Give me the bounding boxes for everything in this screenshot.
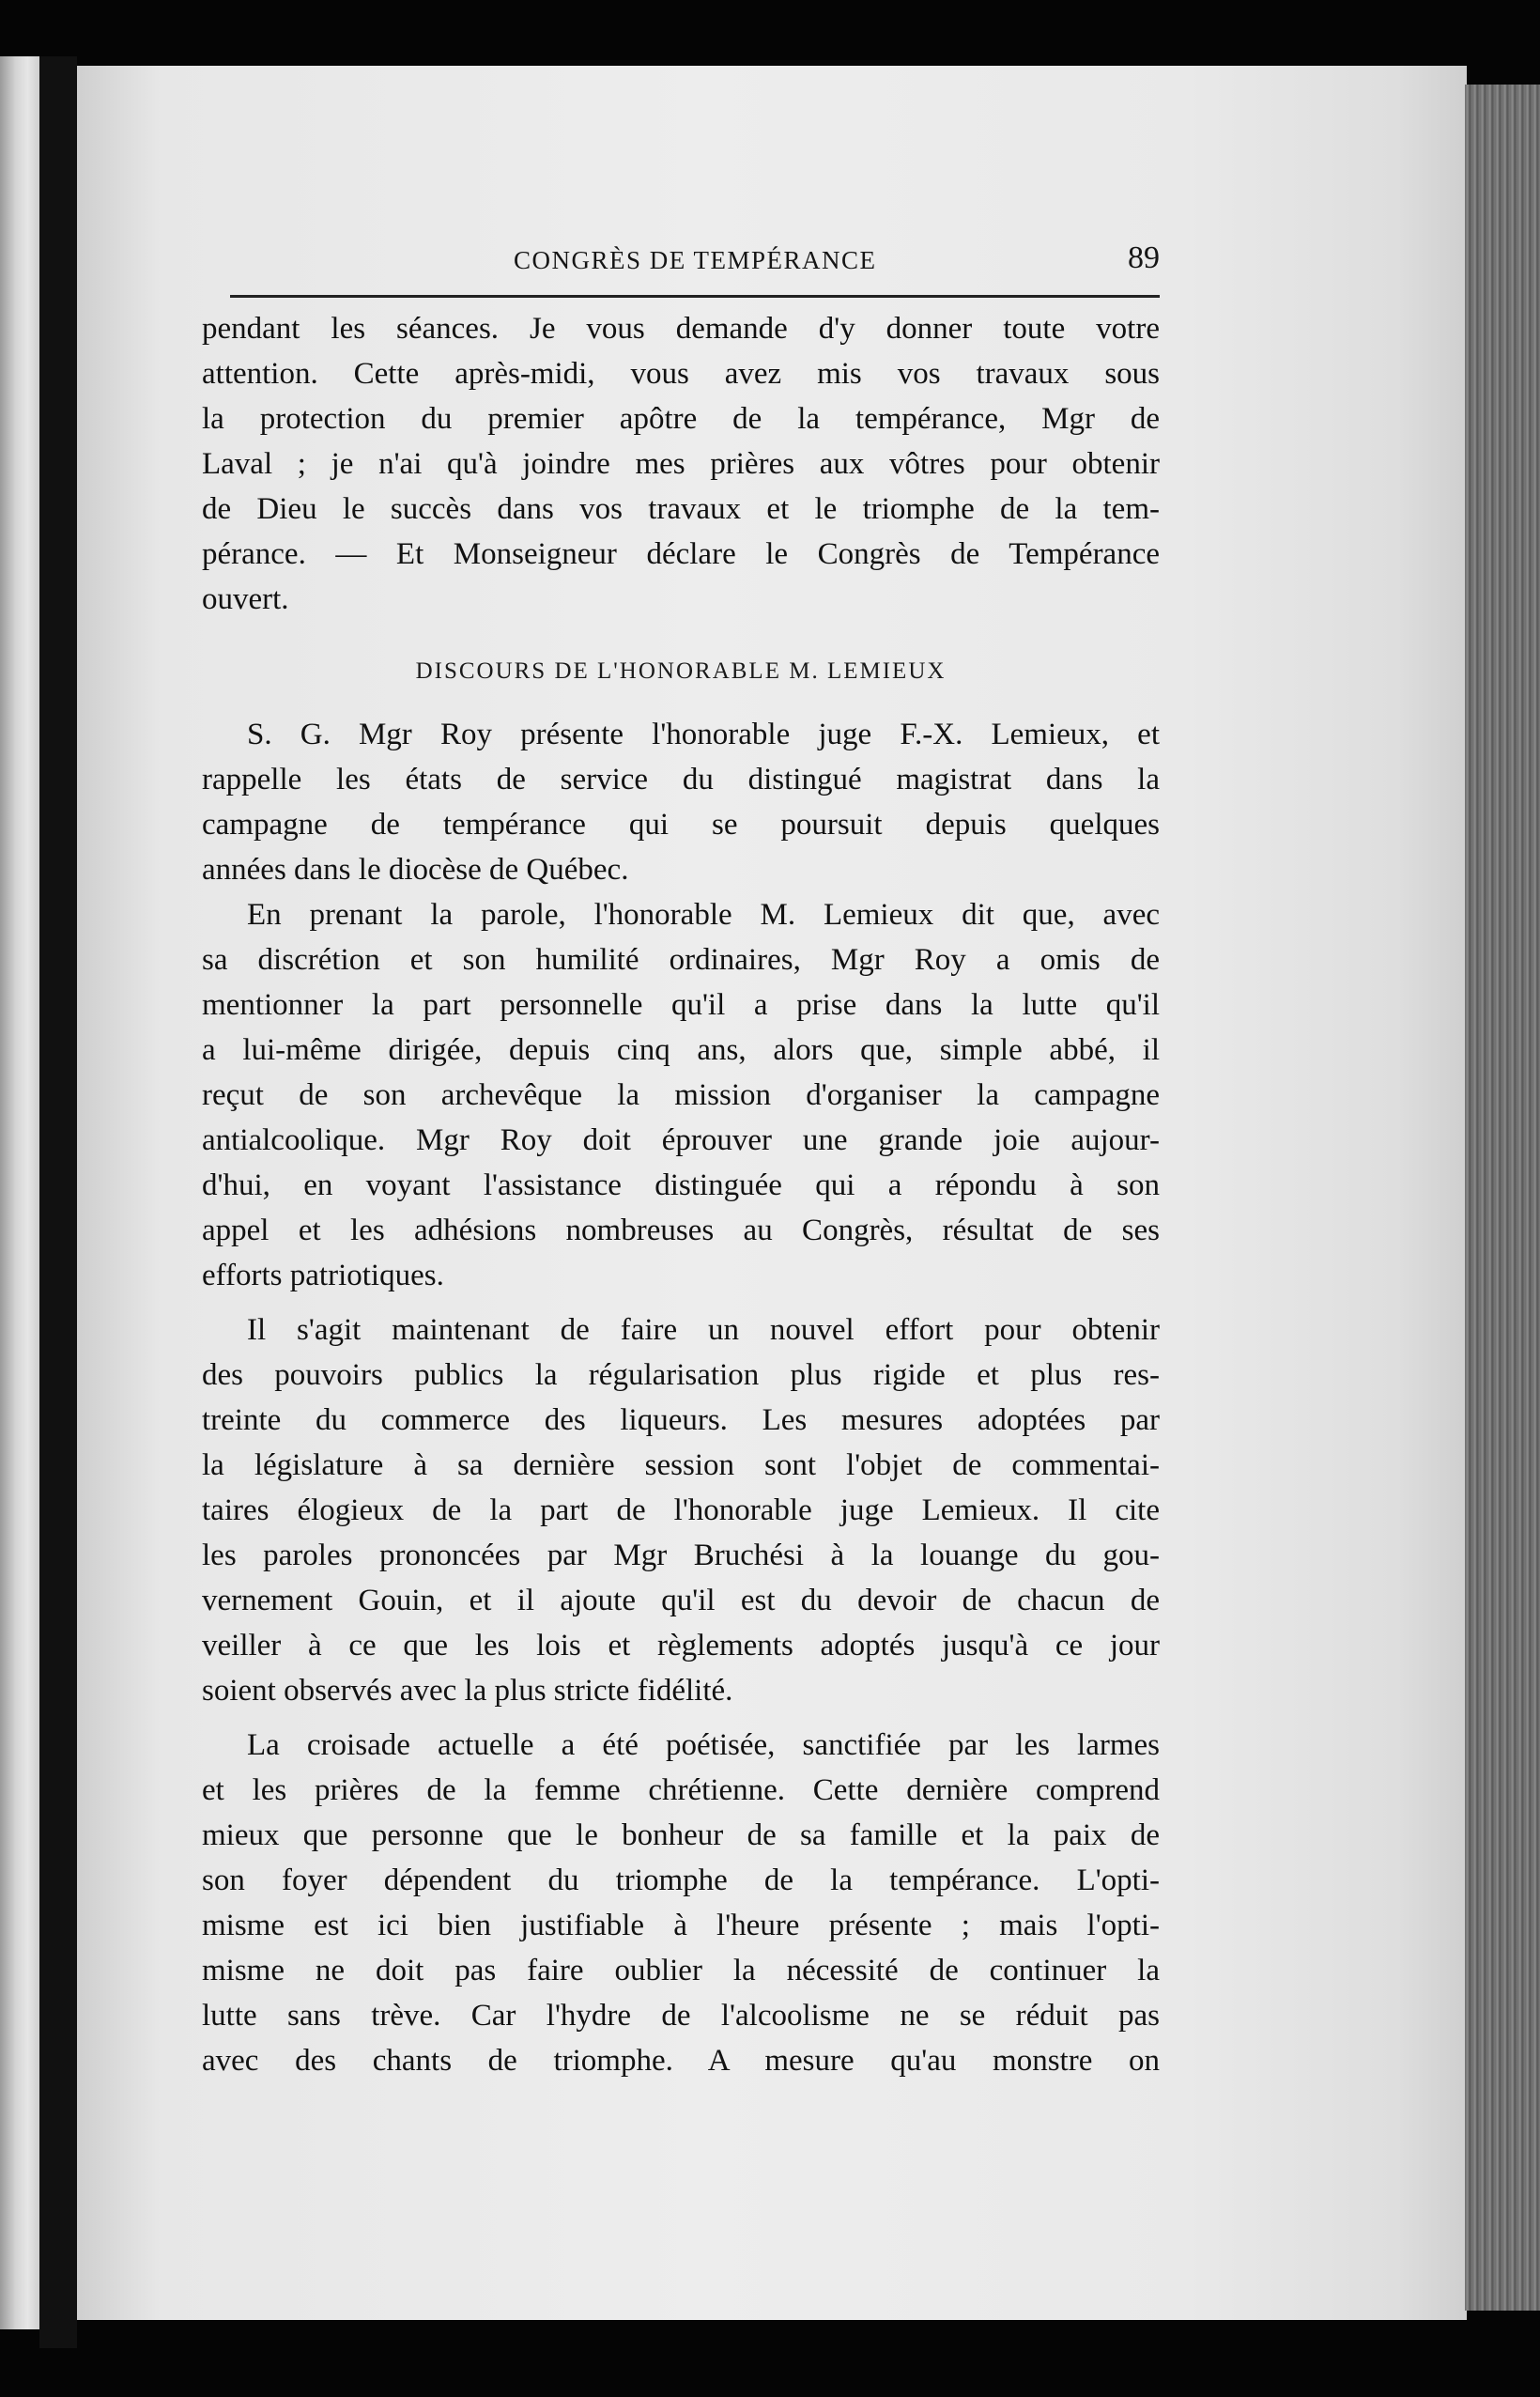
text-line: antialcoolique. Mgr Roy doit éprouver une grande joie aujour- (202, 1123, 1160, 1157)
text-line: la protection du premier apôtre de la tempérance, Mgr de (202, 402, 1160, 436)
body-text (202, 306, 1160, 2083)
text-line: reçut de son archevêque la mission d'organiser la campagne (202, 1078, 1160, 1112)
text-line: pendant les séances. Je vous demande d'y donner toute votre (202, 312, 1160, 346)
page-header (230, 240, 1160, 287)
text-line: campagne de tempérance qui se poursuit depuis quelques (202, 808, 1160, 842)
text-line: treinte du commerce des liqueurs. Les mesures adoptées par (202, 1403, 1160, 1437)
text-line: En prenant la parole, l'honorable M. Lemieux dit que, avec (247, 898, 1160, 932)
paragraph-3 (202, 892, 1160, 1298)
text-line: sa discrétion et son humilité ordinaires, Mgr Roy a omis de (202, 943, 1160, 977)
text-line: d'hui, en voyant l'assistance distinguée qui a répondu à son (202, 1168, 1160, 1202)
text-line: misme ne doit pas faire oublier la nécessité de continuer la (202, 1954, 1160, 1987)
adjacent-page-edge (0, 56, 39, 2329)
text-line: efforts patriotiques. (202, 1259, 444, 1292)
paragraph-gap (202, 1713, 1160, 1723)
section-heading: DISCOURS DE L'HONORABLE M. LEMIEUX (415, 658, 947, 684)
text-line: les paroles prononcées par Mgr Bruchési à la louange du gou- (202, 1539, 1160, 1572)
text-line: appel et les adhésions nombreuses au Congrès, résultat de ses (202, 1214, 1160, 1247)
text-line: misme est ici bien justifiable à l'heure présente ; mais l'opti- (202, 1909, 1160, 1942)
text-line: rappelle les états de service du distingué magistrat dans la (202, 763, 1160, 796)
text-line: ouvert. (202, 582, 289, 616)
text-line: vernement Gouin, et il ajoute qu'il est du devoir de chacun de (202, 1584, 1160, 1617)
paragraph-2 (202, 712, 1160, 892)
text-line: la législature à sa dernière session sont l'objet de commentai- (202, 1448, 1160, 1482)
text-line: Laval ; je n'ai qu'à joindre mes prières aux vôtres pour obtenir (202, 447, 1160, 481)
text-line: mieux que personne que le bonheur de sa famille et la paix de (202, 1818, 1160, 1852)
running-title: CONGRÈS DE TEMPÉRANCE (514, 246, 877, 274)
text-line: des pouvoirs publics la régularisation plus rigide et plus res- (202, 1358, 1160, 1392)
text-line: années dans le diocèse de Québec. (202, 853, 629, 887)
text-line: lutte sans trève. Car l'hydre de l'alcoolisme ne se réduit pas (202, 1999, 1160, 2033)
text-line: pérance. — Et Monseigneur déclare le Congrès de Tempérance (202, 537, 1160, 571)
paragraph-4 (202, 1307, 1160, 1713)
text-line: attention. Cette après-midi, vous avez mis vos travaux sous (202, 357, 1160, 391)
text-line: taires élogieux de la part de l'honorable juge Lemieux. Il cite (202, 1493, 1160, 1527)
paragraph-5 (202, 1723, 1160, 2083)
page-number: 89 (1128, 240, 1160, 275)
page-stack-edge (1465, 85, 1540, 2311)
text-line: veiller à ce que les lois et règlements adoptés jusqu'à ce jour (202, 1629, 1160, 1662)
paragraph-1 (202, 306, 1160, 622)
text-line: avec des chants de triomphe. A mesure qu'au monstre on (202, 2044, 1160, 2078)
text-line: Il s'agit maintenant de faire un nouvel effort pour obtenir (247, 1313, 1160, 1347)
header-rule (230, 295, 1160, 298)
text-line: La croisade actuelle a été poétisée, sanctifiée par les larmes (247, 1728, 1160, 1762)
text-line: soient observés avec la plus stricte fidélité. (202, 1674, 733, 1708)
text-line: de Dieu le succès dans vos travaux et le triomphe de la tem- (202, 492, 1160, 526)
text-line: S. G. Mgr Roy présente l'honorable juge F.-X. Lemieux, et (247, 718, 1160, 751)
book-gutter-shadow (39, 56, 77, 2348)
text-line: a lui-même dirigée, depuis cinq ans, alors que, simple abbé, il (202, 1033, 1160, 1067)
paragraph-gap (202, 1298, 1160, 1307)
text-line: mentionner la part personnelle qu'il a prise dans la lutte qu'il (202, 988, 1160, 1022)
text-line: son foyer dépendent du triomphe de la tempérance. L'opti- (202, 1863, 1160, 1897)
text-line: et les prières de la femme chrétienne. Cette dernière comprend (202, 1773, 1160, 1807)
